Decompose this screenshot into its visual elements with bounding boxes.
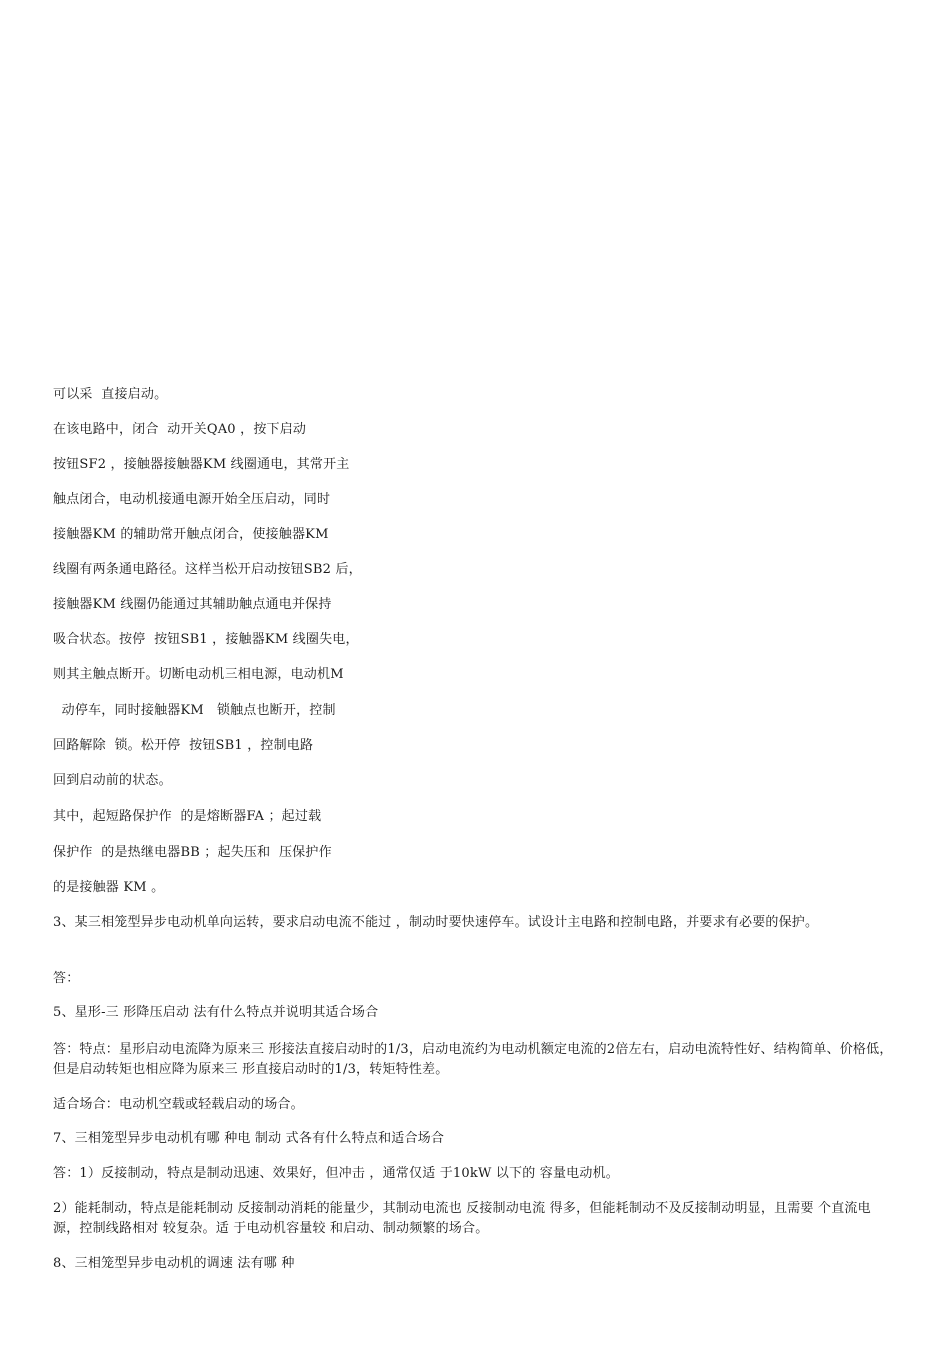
- text-line: 回路解除 锁。松开停 按钮SB1 ，控制电路: [53, 738, 314, 753]
- question-8: 8、三相笼型异步电动机的调速 法有哪 种: [53, 1256, 295, 1271]
- answer-7-part-2: 2）能耗制动，特点是能耗制动 反接制动消耗的能量少，其制动电流也 反接制动电流 得多，但能耗制动不及反接制动明显，且需要 个直流电源，控制线路相对 较复杂。适 于电动机容量较 和启动、制动频繁的场合。: [53, 1201, 871, 1236]
- question-3: 3、某三相笼型异步电动机单向运转，要求启动电流不能过 ，制动时要快速停车。试设计主电路和控制电路，并要求有必要的保护。: [53, 915, 819, 930]
- text-line: 保护作 的是热继电器BB ；起失压和 压保护作: [53, 845, 332, 860]
- text-line: 接触器KM 线圈仍能通过其辅助触点通电并保持: [53, 597, 332, 612]
- text-line: 接触器KM 的辅助常开触点闭合，使接触器KM: [53, 527, 329, 542]
- answer-5-scenario: 适合场合：电动机空载或轻载启动的场合。: [53, 1097, 304, 1112]
- question-5: 5、星形-三 形降压启动 法有什么特点并说明其适合场合: [53, 1005, 379, 1020]
- text-line: 其中，起短路保护作 的是熔断器FA ；起过载: [53, 809, 322, 824]
- text-line: 可以采 直接启动。: [53, 387, 168, 402]
- answer-5: 答：特点：星形启动电流降为原来三 形接法直接启动时的1/3，启动电流约为电动机额定电流的2倍左右，启动电流特性好、结构简单、价格低，但是启动转矩也相应降为原来三 形直接启动时的1/3，转矩特性差。: [53, 1042, 893, 1077]
- text-line: 吸合状态。按停 按钮SB1 ，接触器KM 线圈失电，: [53, 632, 359, 647]
- text-line: 动停车，同时接触器KM 锁触点也断开，控制: [53, 703, 336, 718]
- text-line: 的是接触器 KM 。: [53, 880, 165, 895]
- text-line: 按钮SF2 ，接触器接触器KM 线圈通电，其常开主: [53, 457, 350, 472]
- text-line: 在该电路中，闭合 动开关QA0 ，按下启动: [53, 422, 307, 437]
- answer-7-part-1: 答：1）反接制动，特点是制动迅速、效果好，但冲击 ，通常仅适 于10kW 以下的 容量电动机。: [53, 1166, 619, 1181]
- text-line: 触点闭合，电动机接通电源开始全压启动，同时: [53, 492, 331, 507]
- text-line: 线圈有两条通电路径。这样当松开启动按钮SB2 后，: [53, 562, 362, 577]
- answer-3-label: 答：: [53, 971, 80, 986]
- text-line: 回到启动前的状态。: [53, 773, 172, 788]
- text-line: 则其主触点断开。切断电动机三相电源，电动机M: [53, 667, 344, 682]
- question-7: 7、三相笼型异步电动机有哪 种电 制动 式各有什么特点和适合场合: [53, 1131, 445, 1146]
